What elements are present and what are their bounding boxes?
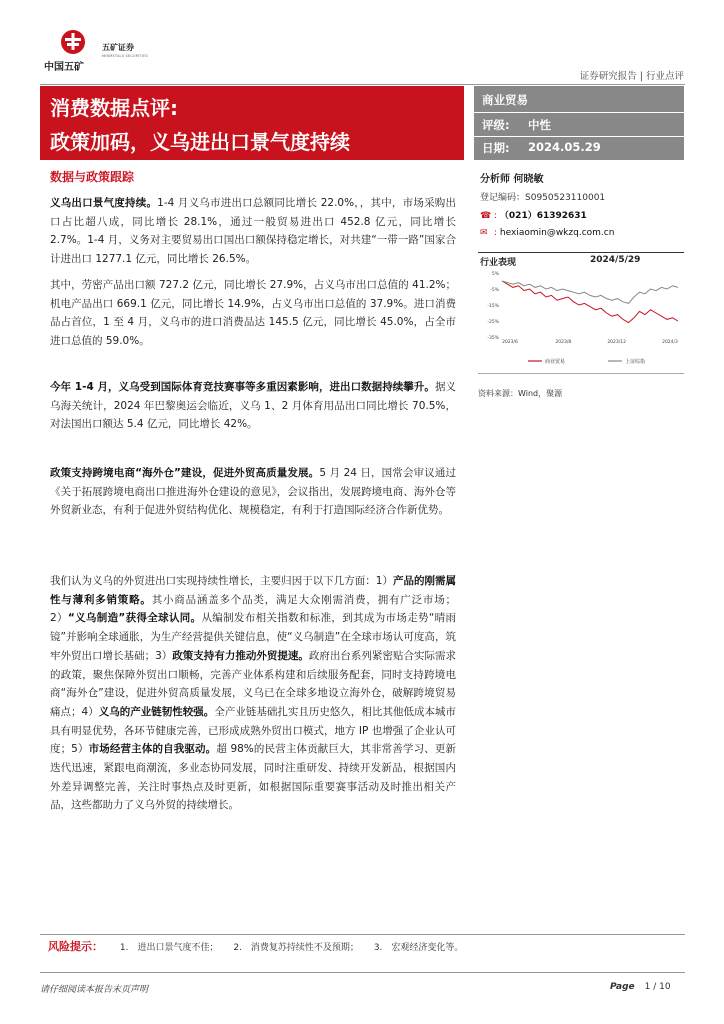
paragraph-1 [50, 194, 456, 269]
paragraph-1-body: 1-4 月义乌市进出口总额同比增长 22.0%，，其中，市场采购出口占比超八成，同比增长 28.1%，通过一般贸易进出口 452.8 亿元，同比增长 2.7%。1-4 月，义务对主要贸易出口国出口额保持稳定增长，对共建“一带一路”国家合计进出口 1277.1 亿元，同比增长 26.5%。 [50, 197, 457, 266]
info-divider [474, 136, 684, 137]
paragraph-4-lead: 政策支持跨境电商“海外仓”建设，促进外贸高质量发展。 [50, 467, 320, 479]
x-tick-label: 2023/8 [555, 340, 572, 345]
chart-source: 资料来源：Wind，聚源 [478, 389, 563, 398]
paragraph-3 [50, 378, 456, 434]
report-title-line2: 政策加码，义乌进出口景气度持续 [50, 130, 350, 154]
paragraph-5 [50, 572, 456, 815]
paragraph-5-text: 我们认为义乌的外贸进出口实现持续性增长，主要归因于以下几方面：1） [50, 575, 393, 587]
y-tick-label: -15% [487, 304, 499, 309]
paragraph-5-text: 政府出台系列紧密贴合实际需求的政策，聚焦保障外贸出口顺畅，完善产业体系构建和后续服务配套，同时支持跨境电商“海外仓”建设，促进外贸高质量发展，义乌已在全球多地设立海外仓，破解跨境贸易痛点；4） [50, 649, 456, 718]
paragraph-5-point-3: 政策支持有力推动外贸提速。 [172, 649, 309, 662]
logo-emblem-icon [58, 28, 88, 56]
page-number: 1 / 10 [644, 982, 671, 992]
risk-item-1: 1. 进出口景气度不佳； [119, 943, 219, 953]
y-tick-label: -25% [487, 320, 499, 325]
x-tick-label: 2023/12 [607, 340, 627, 345]
analyst-phone: ☎ : （021）61392631 [480, 211, 587, 221]
paragraph-5-point-5: 市场经营主体的自我驱动。 [88, 743, 217, 756]
legend-label: 商业贸易 [545, 359, 566, 365]
section-heading: 数据与政策跟踪 [50, 170, 135, 184]
risk-title: 风险提示： [48, 940, 103, 953]
paragraph-5-text: 其小商品涵盖多个品类，满足大众刚需消费，拥有广泛市场；2） [50, 593, 457, 625]
paragraph-5-text: 超 98%的民营主体贡献巨大，其非常善学习、更新迭代迅速，紧跟电商潮流，多业态协同发展，同时注重研发、持续开发新品，根据国内外差异调整完善，关注时事热点及时更新，如根据国际重要赛事活动及时推出相关产品，这些都助力了义乌外贸的持续增长。 [50, 743, 456, 812]
title-banner [40, 86, 464, 160]
chart-title: 行业表现 [480, 258, 517, 268]
rating-label: 评级: [482, 118, 510, 132]
info-divider [474, 112, 684, 113]
footer-disclaimer: 请仔细阅读本报告末页声明 [40, 985, 149, 995]
analyst-phone-number: （021）61392631 [499, 211, 587, 221]
risk-divider [40, 934, 685, 935]
y-tick-label: -5% [490, 288, 499, 293]
date-value: 2024.05.29 [528, 140, 601, 154]
performance-chart-box [478, 252, 684, 374]
paragraph-3-body: 据义乌海关统计，2024 年巴黎奥运会临近，义乌 1、2 月体育用品出口同比增长 70.5%，对法国出口额达 5.4 亿元，同比增长 42%。 [50, 381, 456, 431]
y-tick-label: 5% [491, 272, 499, 277]
chart-date: 2024/5/29 [590, 255, 641, 265]
logo-secondary-subtext: MINMETALS SECURITIES [102, 54, 148, 58]
series-line-sector [502, 281, 678, 323]
sector-label: 商业贸易 [482, 93, 528, 107]
x-tick-label: 2023/6 [502, 340, 518, 345]
performance-chart [478, 267, 684, 373]
analyst-email: ✉ : hexiaomin@wkzq.com.cn [480, 228, 615, 238]
paragraph-2 [50, 276, 456, 351]
report-type: 证券研究报告 | 行业点评 [579, 71, 684, 82]
date-label: 日期: [482, 141, 510, 155]
phone-icon: ☎ [480, 211, 492, 221]
email-icon: ✉ [480, 228, 488, 238]
risk-item-3: 3. 宏观经济变化等。 [373, 943, 464, 953]
paragraph-3-lead: 今年 1-4 月，义乌受到国际体育竞技赛事等多重因素影响，进出口数据持续攀升。 [50, 381, 435, 393]
page-label: Page [610, 982, 635, 992]
analyst-name: 分析师 何晓敏 [480, 174, 544, 185]
logo-main-text: 中国五矿 [44, 62, 84, 73]
logo-secondary-text: 五矿证券 [102, 43, 134, 52]
paragraph-2-body: 其中，劳密产品出口额 727.2 亿元，同比增长 27.9%，占义乌市出口总值的 41.2%；机电产品出口 669.1 亿元，同比增长 14.9%，占义乌市出口总值的 37.9%。进口消费品占首位，1 至 4 月，义乌市的进口消费品达 145.5 亿元，同比增长 45.0%，占全市进口总值的 59.0%。 [50, 279, 456, 348]
series-line-index [502, 281, 678, 303]
header-divider [40, 84, 685, 85]
y-tick-label: -35% [487, 336, 499, 341]
paragraph-5-text: 从编制发布相关指数和标准，到其成为市场走势“晴雨镜”并影响全球通胀，为生产经营提供关键信息，使“义乌制造”在全球市场认可度高，筑牢外贸出口增长基础；3） [50, 612, 456, 662]
paragraph-5-text: 全产业链基础扎实且历史悠久，相比其他低成本城市具有明显优势，各环节健康完善，已形成成熟外贸出口模式，地方 IP 也增强了企业认可度；5） [50, 705, 456, 756]
page-indicator [610, 982, 671, 992]
risk-item-2: 2. 消费复苏持续性不及预期； [233, 943, 359, 953]
risk-notice [48, 938, 475, 954]
paragraph-5-point-1: 产品的刚需属性与薄利多销策略。 [50, 575, 456, 606]
legend-label: 上证综指 [625, 359, 646, 365]
paragraph-1-lead: 义乌出口景气度持续。 [50, 197, 158, 209]
paragraph-4-body: 5 月 24 日，国常会审议通过《关于拓展跨境电商出口推进海外仓建设的意见》，会议指出，发展跨境电商、海外仓等外贸新业态，有利于促进外贸结构优化、规模稳定，有利于打造国际经济合作新优势。 [50, 467, 456, 517]
paragraph-4 [50, 464, 456, 520]
analyst-email-address[interactable]: hexiaomin@wkzq.com.cn [499, 228, 615, 238]
paragraph-5-point-2: “义乌制造”获得全球认同。 [67, 612, 202, 625]
report-title-line1: 消费数据点评: [50, 96, 178, 120]
rating-box [474, 86, 684, 160]
footer-divider [40, 972, 685, 973]
company-logo [44, 28, 164, 72]
analyst-cert: 登记编码：S0950523110001 [480, 193, 606, 203]
paragraph-5-point-4: 义乌的产业链韧性较强。 [98, 705, 215, 718]
rating-value: 中性 [528, 118, 551, 132]
x-tick-label: 2024/3 [662, 340, 678, 345]
